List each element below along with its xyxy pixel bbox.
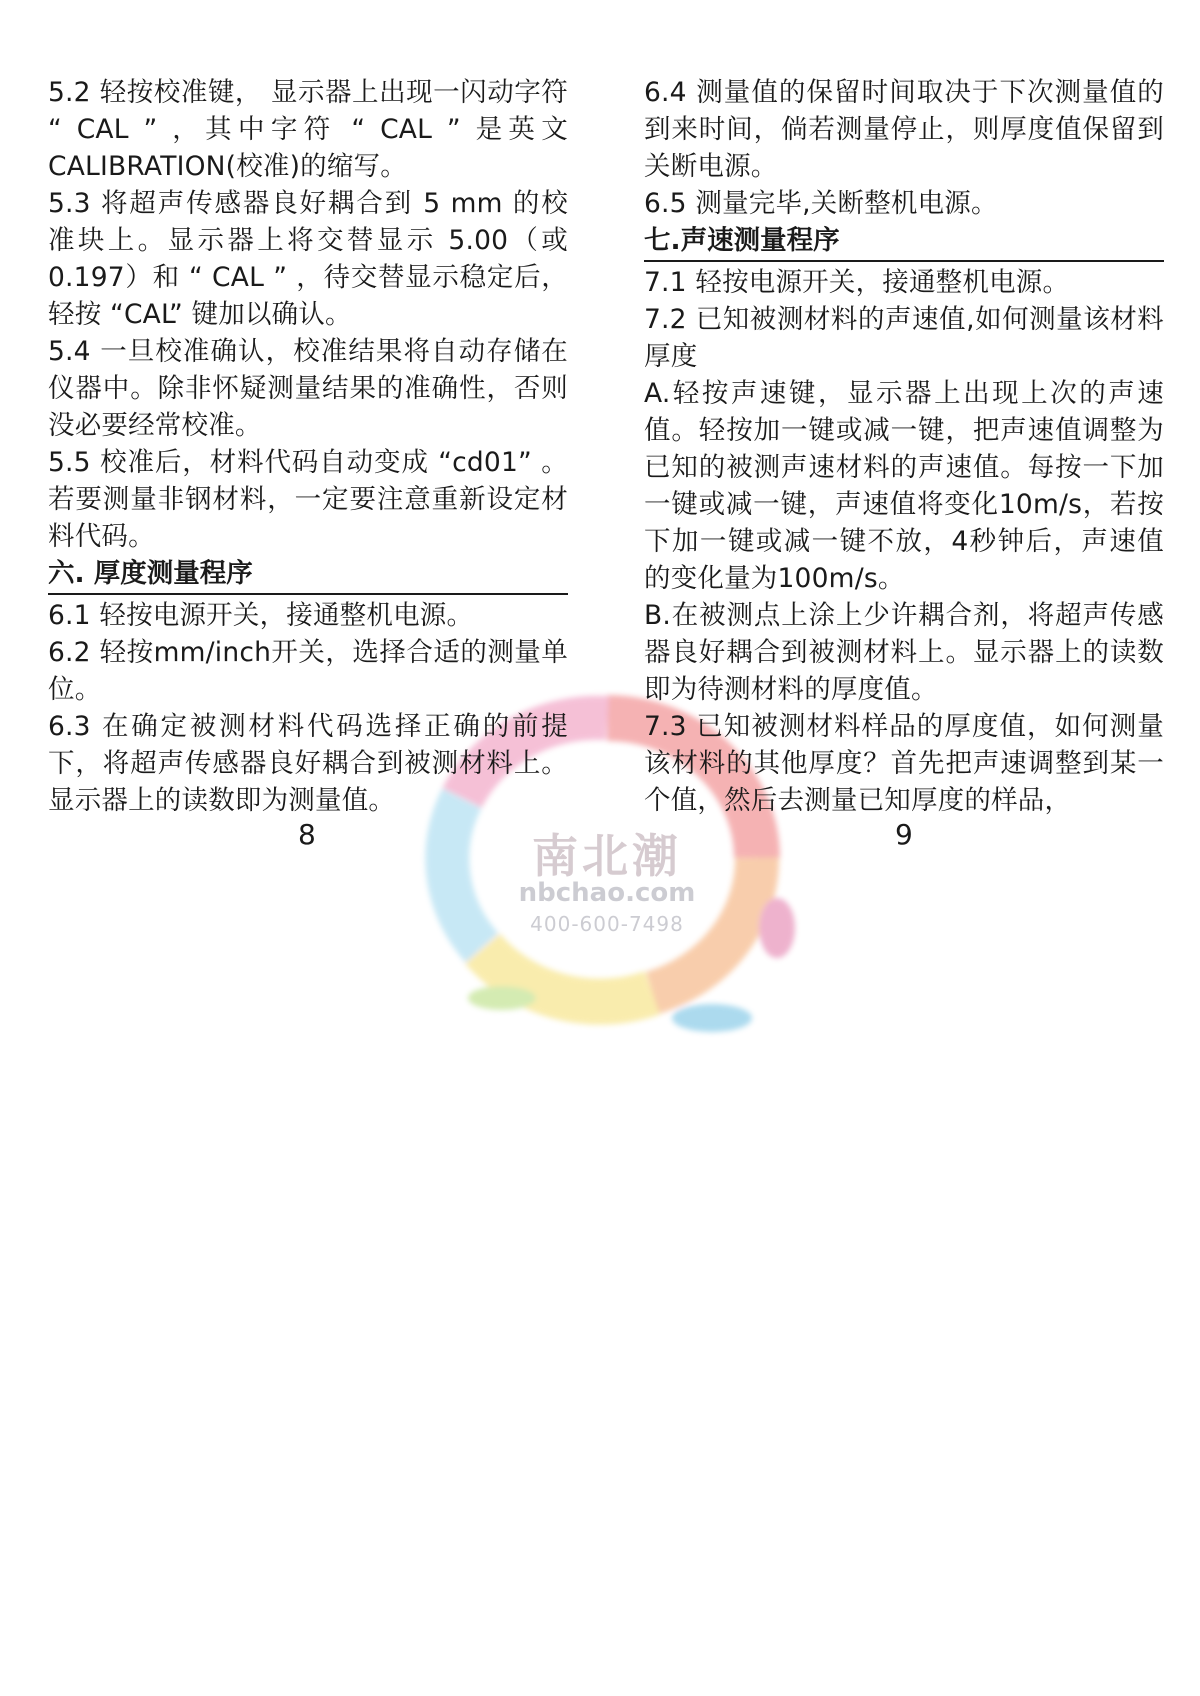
- paragraph-6-4: 6.4 测量值的保留时间取决于下次测量值的到来时间，倘若测量停止，则厚度值保留到关断电源。: [644, 77, 1164, 182]
- section-heading-sound-velocity: 七.声速测量程序: [644, 222, 1164, 262]
- section-heading-thickness-measurement: 六. 厚度测量程序: [48, 555, 568, 595]
- page-number-right: 9: [895, 818, 913, 851]
- paragraph-6-3: 6.3 在确定被测材料代码选择正确的前提下，将超声传感器良好耦合到被测材料上。显示器上的读数即为测量值。: [48, 711, 568, 816]
- paragraph-5-2: 5.2 轻按校准键， 显示器上出现一闪动字符 “ CAL ” ，其中字符 “ CAL ” 是英文CALIBRATION(校准)的缩写。: [48, 77, 568, 182]
- paragraph-7-2-a: A.轻按声速键，显示器上出现上次的声速值。轻按加一键或减一键，把声速值调整为已知的被测声速材料的声速值。每按一下加一键或减一键，声速值将变化10m/s，若按下加一键或减一键不放，4秒钟后，声速值的变化量为100m/s。: [644, 378, 1164, 594]
- watermark-url: nbchao.com: [518, 878, 696, 908]
- paragraph-7-1: 7.1 轻按电源开关，接通整机电源。: [644, 267, 1070, 298]
- paragraph-7-2-b: B.在被测点上涂上少许耦合剂，将超声传感器良好耦合到被测材料上。显示器上的读数即为待测材料的厚度值。: [644, 600, 1164, 705]
- paragraph-5-5: 5.5 校准后，材料代码自动变成 “cd01” 。若要测量非钢材料，一定要注意重新设定材料代码。: [48, 447, 568, 552]
- paragraph-7-2: 7.2 已知被测材料的声速值,如何测量该材料厚度: [644, 304, 1164, 372]
- paragraph-5-3: 5.3 将超声传感器良好耦合到 5 mm 的校准块上。显示器上将交替显示 5.00（或0.197）和 “ CAL ” ，待交替显示稳定后，轻按 “CAL” 键加以确认。: [48, 188, 568, 330]
- paragraph-6-2: 6.2 轻按mm/inch开关，选择合适的测量单位。: [48, 637, 568, 705]
- watermark-brand: 南北潮: [532, 829, 682, 883]
- page-number-left: 8: [298, 818, 316, 851]
- right-page-column: [644, 74, 1164, 819]
- left-page-column: [48, 74, 568, 819]
- paragraph-7-3: 7.3 已知被测材料样品的厚度值，如何测量该材料的其他厚度？首先把声速调整到某一个值，然后去测量已知厚度的样品，: [644, 711, 1164, 816]
- paragraph-5-4: 5.4 一旦校准确认，校准结果将自动存储在仪器中。除非怀疑测量结果的准确性，否则没必要经常校准。: [48, 336, 568, 441]
- paragraph-6-5: 6.5 测量完毕,关断整机电源。: [644, 188, 998, 219]
- watermark-phone: 400-600-7498: [530, 912, 684, 936]
- paragraph-6-1: 6.1 轻按电源开关，接通整机电源。: [48, 600, 474, 631]
